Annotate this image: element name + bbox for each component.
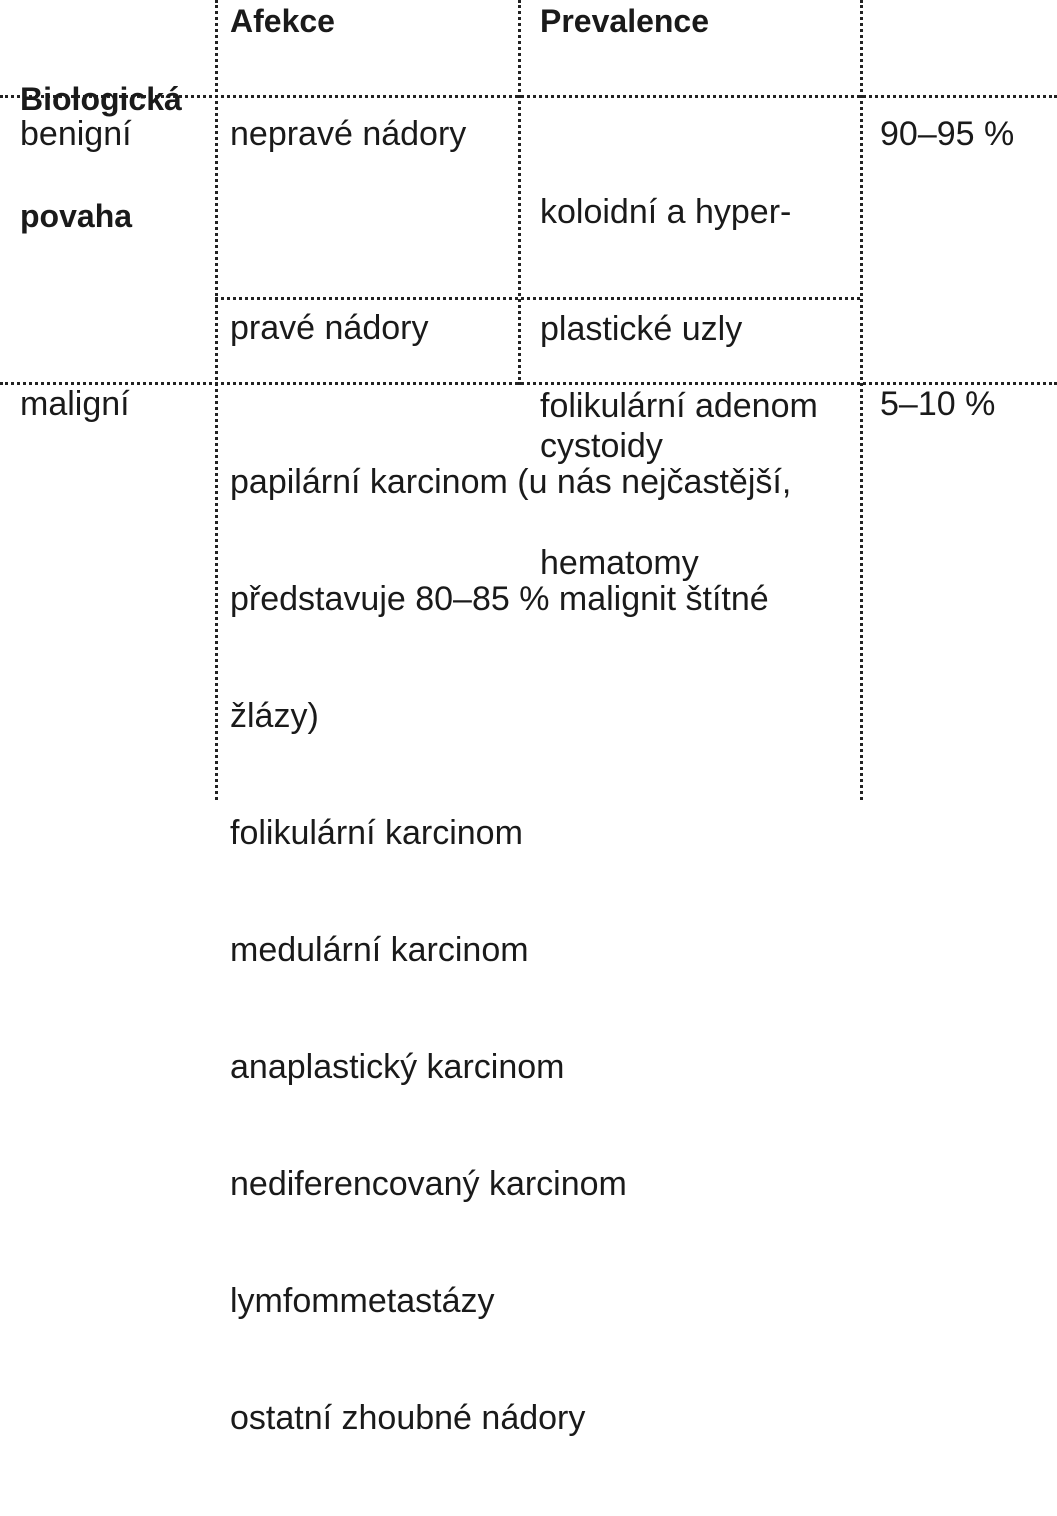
- header-prevalence: Prevalence: [540, 3, 710, 39]
- column-divider-3: [860, 0, 863, 800]
- malign-line: lymfommetastázy: [230, 1282, 495, 1320]
- benign-type-line: koloidní a hyper-: [540, 193, 792, 231]
- benign-nature: benigní: [20, 115, 132, 153]
- malign-line: nediferencovaný karcinom: [230, 1165, 627, 1203]
- malign-prevalence: 5–10 %: [880, 385, 996, 423]
- benign-type-line: hematomy: [540, 544, 699, 582]
- header-biological-nature: [20, 2, 182, 314]
- benign-type-line: plastické uzly: [540, 310, 743, 348]
- malign-list: [230, 385, 791, 1516]
- benign-affection-2: pravé nádory: [230, 309, 429, 347]
- benign-type-line: folikulární adenom: [540, 387, 818, 425]
- malign-line: papilární karcinom (u nás nejčastější,: [230, 463, 792, 501]
- benign-affection-1: nepravé nádory: [230, 115, 467, 153]
- malign-line: žlázy): [230, 697, 319, 735]
- column-divider-2: [518, 0, 521, 385]
- malign-line: anaplastický karcinom: [230, 1048, 565, 1086]
- benign-prevalence: 90–95 %: [880, 115, 1015, 153]
- column-divider-1: [215, 0, 218, 800]
- header-biological-nature-line1: Biologická: [20, 81, 182, 117]
- header-biological-nature-line2: povaha: [20, 198, 133, 234]
- benign-type-line: cystoidy: [540, 427, 663, 465]
- malign-line: ostatní zhoubné nádory: [230, 1399, 586, 1437]
- malign-line: představuje 80–85 % malignit štítné: [230, 580, 769, 618]
- malign-nature: maligní: [20, 385, 130, 423]
- malign-line: medulární karcinom: [230, 931, 529, 969]
- header-affection: Afekce: [230, 3, 335, 39]
- malign-line: folikulární karcinom: [230, 814, 523, 852]
